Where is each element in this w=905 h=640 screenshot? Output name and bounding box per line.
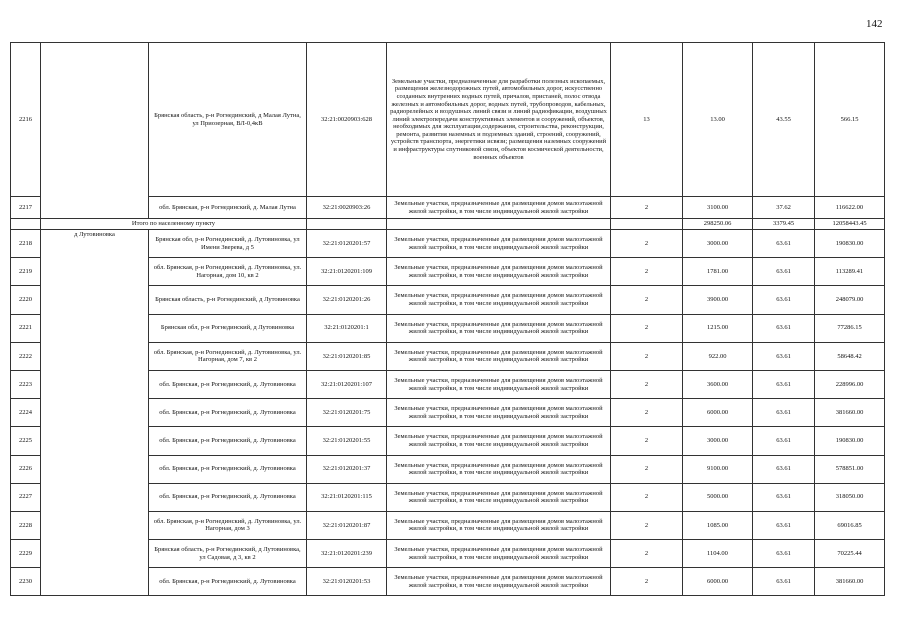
row-number-cell: 2226 xyxy=(11,455,41,483)
total-spacer-cell xyxy=(11,219,41,230)
cadastral-value-cell: 381660.00 xyxy=(815,399,885,427)
area-cell: 6000.00 xyxy=(683,568,753,596)
land-use-cell: Земельные участки, предназначенные для разработки полезных ископаемых, размещения железнодорожных путей, автомобильных дорог, искусственно созданных внутренних водных путей, причалов, пристаней, полос отвода железных и автомобильных дорог, водных путей, трубопроводов, кабельных, радиорелейных и воздушных линий связи и линий радиофикации, воздушных линий электропередачи конструктивных элементов и сооружений, объектов, необходимых для эксплуатации,содержания, строительства, реконструкции, ремонта, развития наземных и подземных зданий, строений, сооружений, устройств транспорта, энергетики исвязи; размещения наземных сооружений и инфраструктуры спутниковой связи, объектов космической деятельности, военных объектов xyxy=(387,43,611,197)
address-cell: обл. Брянская, р-н Рогнединский, д. Малая Лутна xyxy=(149,197,307,219)
cadastral-number-cell: 32:21:0120201:107 xyxy=(307,370,387,398)
total-row xyxy=(11,219,885,230)
rate-cell: 63.61 xyxy=(753,511,815,539)
total-empty-cell xyxy=(387,219,611,230)
use-group-cell: 2 xyxy=(611,342,683,370)
row-number-cell: 2224 xyxy=(11,399,41,427)
row-number-cell: 2222 xyxy=(11,342,41,370)
cadastral-number-cell: 32:21:0120201:85 xyxy=(307,342,387,370)
rate-cell: 63.61 xyxy=(753,258,815,286)
land-use-cell: Земельные участки, предназначенные для размещения домов малоэтажной жилой застройки, в том числе индивидуальной жилой застройки xyxy=(387,230,611,258)
cadastral-value-cell: 190830.00 xyxy=(815,427,885,455)
cadastral-number-cell: 32:21:0120201:37 xyxy=(307,455,387,483)
area-cell: 1215.00 xyxy=(683,314,753,342)
area-cell: 3000.00 xyxy=(683,230,753,258)
area-cell: 6000.00 xyxy=(683,399,753,427)
address-cell: обл. Брянская, р-н Рогнединский, д. Лутовиновка xyxy=(149,427,307,455)
land-use-cell: Земельные участки, предназначенные для размещения домов малоэтажной жилой застройки, в том числе индивидуальной жилой застройки xyxy=(387,370,611,398)
rate-cell: 63.61 xyxy=(753,314,815,342)
cadastral-number-cell: 32:21:0120201:26 xyxy=(307,286,387,314)
area-cell: 5000.00 xyxy=(683,483,753,511)
total-label: Итого по населенному пункту xyxy=(41,219,307,230)
use-group-cell: 2 xyxy=(611,568,683,596)
row-number-cell: 2219 xyxy=(11,258,41,286)
use-group-cell: 2 xyxy=(611,511,683,539)
cadastral-number-cell: 32:21:0120201:239 xyxy=(307,540,387,568)
area-cell: 1104.00 xyxy=(683,540,753,568)
cadastral-number-cell: 32:21:0120201:75 xyxy=(307,399,387,427)
row-number-cell: 2220 xyxy=(11,286,41,314)
area-cell: 3900.00 xyxy=(683,286,753,314)
land-use-cell: Земельные участки, предназначенные для размещения домов малоэтажной жилой застройки, в том числе индивидуальной жилой застройки xyxy=(387,511,611,539)
use-group-cell: 2 xyxy=(611,427,683,455)
land-use-cell: Земельные участки, предназначенные для размещения домов малоэтажной жилой застройки, в том числе индивидуальной жилой застройки xyxy=(387,197,611,219)
row-number-cell: 2216 xyxy=(11,43,41,197)
use-group-cell: 2 xyxy=(611,197,683,219)
area-cell: 3100.00 xyxy=(683,197,753,219)
use-group-cell: 13 xyxy=(611,43,683,197)
table-row xyxy=(11,230,885,258)
rate-cell: 63.61 xyxy=(753,455,815,483)
use-group-cell: 2 xyxy=(611,258,683,286)
cadastral-number-cell: 32:21:0020903:628 xyxy=(307,43,387,197)
address-cell: Брянская область, р-н Рогнединский, д Лутовиновка xyxy=(149,286,307,314)
row-number-cell: 2221 xyxy=(11,314,41,342)
rate-cell: 63.61 xyxy=(753,427,815,455)
cadastral-value-cell: 116622.00 xyxy=(815,197,885,219)
use-group-cell: 2 xyxy=(611,286,683,314)
cadastral-number-cell: 32:21:0020903:26 xyxy=(307,197,387,219)
cadastral-value-cell: 578851.00 xyxy=(815,455,885,483)
rate-cell: 63.61 xyxy=(753,568,815,596)
cadastral-number-cell: 32:21:0120201:57 xyxy=(307,230,387,258)
cadastral-number-cell: 32:21:0120201:53 xyxy=(307,568,387,596)
land-use-cell: Земельные участки, предназначенные для размещения домов малоэтажной жилой застройки, в том числе индивидуальной жилой застройки xyxy=(387,540,611,568)
cadastral-value-cell: 228996.00 xyxy=(815,370,885,398)
area-cell: 9100.00 xyxy=(683,455,753,483)
cadastral-value-cell: 77286.15 xyxy=(815,314,885,342)
land-use-cell: Земельные участки, предназначенные для размещения домов малоэтажной жилой застройки, в том числе индивидуальной жилой застройки xyxy=(387,399,611,427)
rate-cell: 63.61 xyxy=(753,342,815,370)
address-cell: Брянская обл, р-н Рогнединский, д Лутовиновка xyxy=(149,314,307,342)
address-cell: Брянская обл, р-н Рогнединский, д. Лутовиновка, ул Имени Зверева, д 5 xyxy=(149,230,307,258)
rate-cell: 63.61 xyxy=(753,230,815,258)
rate-cell: 63.61 xyxy=(753,399,815,427)
cadastral-value-cell: 381660.00 xyxy=(815,568,885,596)
row-number-cell: 2227 xyxy=(11,483,41,511)
address-cell: обл. Брянская, р-н Рогнединский, д. Лутовиновка, ул. Нагорная, дом 10, кв 2 xyxy=(149,258,307,286)
area-cell: 3600.00 xyxy=(683,370,753,398)
cadastral-number-cell: 32:21:0120201:1 xyxy=(307,314,387,342)
address-cell: обл. Брянская, р-н Рогнединский, д. Лутовиновка xyxy=(149,455,307,483)
land-use-cell: Земельные участки, предназначенные для размещения домов малоэтажной жилой застройки, в том числе индивидуальной жилой застройки xyxy=(387,286,611,314)
land-use-cell: Земельные участки, предназначенные для размещения домов малоэтажной жилой застройки, в том числе индивидуальной жилой застройки xyxy=(387,455,611,483)
total-rate-cell: 3379.45 xyxy=(753,219,815,230)
cadastral-value-cell: 70225.44 xyxy=(815,540,885,568)
row-number-cell: 2225 xyxy=(11,427,41,455)
use-group-cell: 2 xyxy=(611,230,683,258)
address-cell: обл. Брянская, р-н Рогнединский, д. Лутовиновка xyxy=(149,399,307,427)
rate-cell: 63.61 xyxy=(753,370,815,398)
row-number-cell: 2223 xyxy=(11,370,41,398)
cadastral-value-cell: 248079.00 xyxy=(815,286,885,314)
use-group-cell: 2 xyxy=(611,455,683,483)
row-number-cell: 2228 xyxy=(11,511,41,539)
rate-cell: 37.62 xyxy=(753,197,815,219)
land-use-cell: Земельные участки, предназначенные для размещения домов малоэтажной жилой застройки, в том числе индивидуальной жилой застройки xyxy=(387,483,611,511)
cadastral-value-cell: 566.15 xyxy=(815,43,885,197)
use-group-cell: 2 xyxy=(611,540,683,568)
address-cell: обл. Брянская, р-н Рогнединский, д. Лутовиновка, ул. Нагорная, дом 7, кв 2 xyxy=(149,342,307,370)
row-number-cell: 2218 xyxy=(11,230,41,258)
address-cell: Брянская область, р-н Рогнединский, д Малая Лутна, ул Приозерная, ВЛ-0,4кВ xyxy=(149,43,307,197)
row-number-cell: 2229 xyxy=(11,540,41,568)
cadastral-value-cell: 190830.00 xyxy=(815,230,885,258)
cadastral-number-cell: 32:21:0120201:87 xyxy=(307,511,387,539)
area-cell: 1085.00 xyxy=(683,511,753,539)
total-empty-cell xyxy=(611,219,683,230)
table-row xyxy=(11,43,885,197)
area-cell: 13.00 xyxy=(683,43,753,197)
rate-cell: 63.61 xyxy=(753,540,815,568)
total-area-cell: 298250.06 xyxy=(683,219,753,230)
cadastral-number-cell: 32:21:0120201:115 xyxy=(307,483,387,511)
row-number-cell: 2217 xyxy=(11,197,41,219)
cadastral-number-cell: 32:21:0120201:109 xyxy=(307,258,387,286)
total-empty-cell xyxy=(307,219,387,230)
settlement-cell xyxy=(41,43,149,219)
land-use-cell: Земельные участки, предназначенные для размещения домов малоэтажной жилой застройки, в том числе индивидуальной жилой застройки xyxy=(387,427,611,455)
cadastral-number-cell: 32:21:0120201:55 xyxy=(307,427,387,455)
address-cell: обл. Брянская, р-н Рогнединский, д. Лутовиновка, ул. Нагорная, дом 3 xyxy=(149,511,307,539)
row-number-cell: 2230 xyxy=(11,568,41,596)
cadastral-value-cell: 69016.85 xyxy=(815,511,885,539)
total-value-cell: 12058443.45 xyxy=(815,219,885,230)
use-group-cell: 2 xyxy=(611,483,683,511)
cadastral-value-cell: 113289.41 xyxy=(815,258,885,286)
address-cell: Брянская область, р-н Рогнединский, д Лутовиновка, ул Садовая, д 3, кв 2 xyxy=(149,540,307,568)
use-group-cell: 2 xyxy=(611,314,683,342)
area-cell: 3000.00 xyxy=(683,427,753,455)
land-use-cell: Земельные участки, предназначенные для размещения домов малоэтажной жилой застройки, в том числе индивидуальной жилой застройки xyxy=(387,568,611,596)
area-cell: 1781.00 xyxy=(683,258,753,286)
land-use-cell: Земельные участки, предназначенные для размещения домов малоэтажной жилой застройки, в том числе индивидуальной жилой застройки xyxy=(387,258,611,286)
use-group-cell: 2 xyxy=(611,399,683,427)
address-cell: обл. Брянская, р-н Рогнединский, д. Лутовиновка xyxy=(149,483,307,511)
cadastral-value-table xyxy=(10,42,885,596)
rate-cell: 43.55 xyxy=(753,43,815,197)
cadastral-value-cell: 318050.00 xyxy=(815,483,885,511)
rate-cell: 63.61 xyxy=(753,286,815,314)
area-cell: 922.00 xyxy=(683,342,753,370)
use-group-cell: 2 xyxy=(611,370,683,398)
settlement-name-cell: д Лутовиновка xyxy=(41,230,149,596)
cadastral-value-cell: 58648.42 xyxy=(815,342,885,370)
land-use-cell: Земельные участки, предназначенные для размещения домов малоэтажной жилой застройки, в том числе индивидуальной жилой застройки xyxy=(387,314,611,342)
land-use-cell: Земельные участки, предназначенные для размещения домов малоэтажной жилой застройки, в том числе индивидуальной жилой застройки xyxy=(387,342,611,370)
address-cell: обл. Брянская, р-н Рогнединский, д. Лутовиновка xyxy=(149,568,307,596)
rate-cell: 63.61 xyxy=(753,483,815,511)
address-cell: обл. Брянская, р-н Рогнединский, д. Лутовиновка xyxy=(149,370,307,398)
page-number: 142 xyxy=(866,18,883,30)
